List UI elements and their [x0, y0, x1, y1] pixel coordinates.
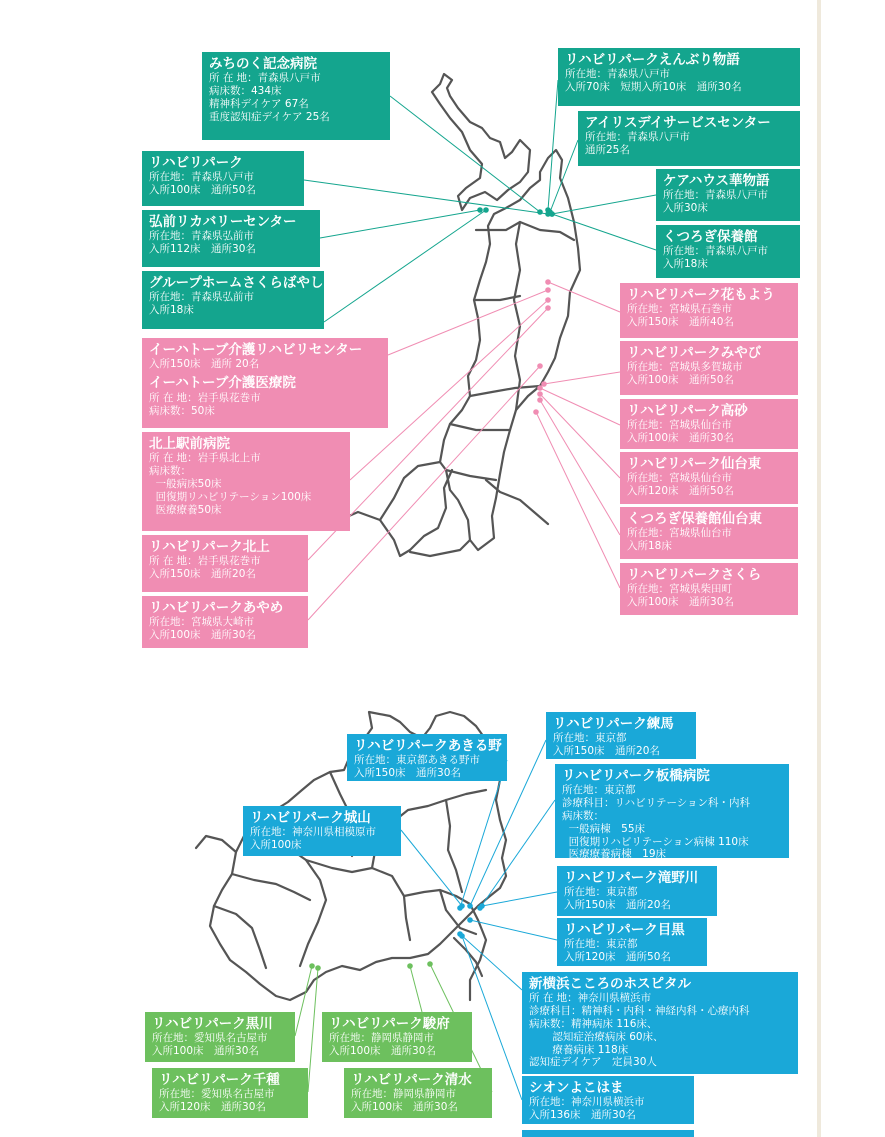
facility-details: 所在地：静岡県静岡市 入所100床 通所30名 [329, 1032, 436, 1058]
facility-card-carehouse[interactable] [656, 169, 800, 221]
location-dot-takasago [537, 385, 543, 391]
facility-details: 所在地：宮城県仙台市 入所18床 [627, 527, 732, 553]
location-dot-ayame [537, 363, 543, 369]
facility-name: リハビリパーク北上 [149, 539, 270, 555]
location-dot-ihatov [545, 287, 551, 293]
facility-name: 北上駅前病院 [149, 436, 230, 452]
location-dot-meguro [467, 917, 473, 923]
facility-card-rehapark[interactable] [142, 151, 304, 206]
facility-details: 所在地：青森県弘前市 入所18床 [149, 291, 254, 317]
facility-name: リハビリパーク目黒 [564, 922, 685, 938]
facility-name: リハビリパーク [149, 155, 243, 171]
facility-card-hanamoyou[interactable] [620, 283, 798, 338]
facility-name: アイリスデイサービスセンター [585, 115, 771, 131]
facility-details: 所在地：神奈川県相模原市 入所100床 [250, 826, 376, 852]
location-dot-chikusa [315, 965, 321, 971]
facility-name: リハビリパーク花もよう [627, 287, 775, 303]
facility-details: 所在地：青森県八戸市 入所18床 [663, 245, 768, 271]
prefecture-border-25 [454, 938, 482, 976]
facility-details: 所 在 地：神奈川県横浜市 診療科目：精神科・内科・神経内科・心療内科 病床数：精神病床 116床、 認知症治療病床 60床、 療養病床 118床 認知症デイケア 定員30人 [529, 992, 750, 1069]
connector-enburi [548, 80, 558, 210]
facility-details: 所在地：宮城県大崎市 入所100床 通所30名 [149, 616, 256, 642]
facility-card-shimizu[interactable] [344, 1068, 492, 1118]
location-dot-kitakami [545, 305, 551, 311]
facility-card-ayame[interactable] [142, 596, 308, 648]
location-dot-kurokawa [309, 963, 315, 969]
prefecture-border-17 [404, 890, 470, 904]
facility-card-sendai-higashi[interactable] [620, 452, 798, 504]
facility-card-kitakami[interactable] [142, 535, 308, 592]
facility-details: 所在地：青森県八戸市 入所100床 通所50名 [149, 171, 256, 197]
facility-details: 所在地：青森県弘前市 入所112床 通所30名 [149, 230, 256, 256]
facility-card-enburi[interactable] [558, 48, 800, 106]
connector-sunpu [410, 966, 422, 1012]
facility-name: リハビリパーク黒川 [152, 1016, 273, 1032]
facility-name: グループホームさくらばやし [149, 275, 324, 291]
facility-details: 所 在 地：青森県八戸市 病床数：434床 精神科デイケア 67名 重度認知症デイケア 25名 [209, 72, 330, 123]
prefecture-border-20 [196, 836, 236, 852]
facility-name: 弘前リカバリーセンター [149, 214, 297, 230]
facility-details: 所在地：青森県八戸市 入所70床 短期入所10床 通所30名 [565, 68, 742, 94]
facility-card-akiruno[interactable] [347, 734, 507, 781]
facility-card-sakurabayashi[interactable] [142, 271, 324, 329]
facility-details: 入所150床 通所 20名 [149, 358, 260, 371]
connector-rehapark [304, 180, 548, 214]
location-dot-hanamoyou [545, 279, 551, 285]
facility-details: 所在地：東京都あきる野市 入所150床 通所30名 [354, 754, 480, 780]
location-dot-michinoku [537, 209, 543, 215]
location-dot-kutsurogi [549, 211, 555, 217]
location-dot-miyabi [541, 381, 547, 387]
facility-name: リハビリパークさくら [627, 567, 762, 583]
prefecture-border-8 [410, 470, 452, 550]
connector-michinoku [390, 96, 540, 212]
facility-details: 所在地：宮城県仙台市 入所120床 通所50名 [627, 472, 734, 498]
facility-name: みちのく記念病院 [209, 56, 317, 72]
connector-kutsurogi_sendai [540, 400, 620, 535]
facility-details: 所在地：静岡県静岡市 入所100床 通所30名 [351, 1088, 458, 1114]
facility-details: 所在地：愛知県名古屋市 入所120床 通所30名 [159, 1088, 275, 1114]
facility-card-kutsurogi[interactable] [656, 225, 800, 278]
facility-card-sakura[interactable] [620, 563, 798, 615]
facility-card-meguro[interactable] [557, 918, 707, 966]
facility-name: リハビリパーク清水 [351, 1072, 472, 1088]
facility-card-michinoku[interactable] [202, 52, 390, 140]
facility-name: くつろぎ保養館 [663, 229, 758, 245]
facility-name: リハビリパーク滝野川 [564, 870, 699, 886]
prefecture-border-9 [380, 462, 440, 520]
prefecture-border-19 [232, 874, 310, 900]
connector-sakura [536, 412, 620, 588]
prefecture-border-3 [514, 222, 520, 410]
facility-name: 新横浜こころのホスピタル [529, 976, 691, 992]
connector-itabashi [480, 800, 555, 908]
facility-card-shion-yokohama[interactable] [522, 1076, 694, 1124]
facility-card-shiroyama[interactable] [243, 806, 401, 856]
location-dot-shimizu [427, 961, 433, 967]
facility-name: リハビリパークみやび [627, 345, 762, 361]
location-dot-sendai_higashi [537, 391, 543, 397]
facility-details: 所在地：東京都 入所150床 通所20名 [564, 886, 671, 912]
facility-card-chikusa[interactable] [152, 1068, 308, 1118]
facility-card-takinogawa[interactable] [557, 866, 717, 916]
connector-hanamoyou [548, 282, 620, 312]
facility-details: 所在地：宮城県仙台市 入所100床 通所30名 [627, 419, 734, 445]
facility-name: リハビリパーク駿府 [329, 1016, 450, 1032]
facility-name: リハビリパークあきる野 [354, 738, 502, 754]
facility-card-nerima[interactable] [546, 712, 696, 759]
facility-name: リハビリパーク仙台東 [627, 456, 762, 472]
facility-card-sunpu[interactable] [322, 1012, 472, 1062]
facility-card-takasago[interactable] [620, 399, 798, 449]
facility-details: 所在地：青森県八戸市 入所30床 [663, 189, 768, 215]
facility-card-cutoff [522, 1130, 694, 1137]
prefecture-border-18 [446, 800, 462, 892]
facility-card-ihatov[interactable] [142, 338, 388, 428]
connector-miyabi [544, 372, 620, 384]
facility-name: リハビリパークえんぶり物語 [565, 52, 740, 68]
facility-name: リハビリパーク練馬 [553, 716, 674, 732]
location-dot-kitakami_byoin [545, 297, 551, 303]
facility-name: シオンよこはま [529, 1080, 624, 1096]
location-dot-nerima [467, 903, 473, 909]
prefecture-border-0 [432, 74, 530, 210]
prefecture-border-7 [446, 470, 496, 480]
location-dot-shiroyama [459, 903, 465, 909]
facility-name: リハビリパーク城山 [250, 810, 371, 826]
facility-card-kutsurogi-sendai[interactable] [620, 507, 798, 559]
prefecture-border-2 [476, 222, 574, 240]
facility-details: 所在地：神奈川県横浜市 入所136床 通所30名 [529, 1096, 645, 1122]
facility-name: リハビリパーク高砂 [627, 403, 748, 419]
facility-details: 所在地：東京都 入所150床 通所20名 [553, 732, 660, 758]
facility-name: くつろぎ保養館仙台東 [627, 511, 762, 527]
location-dot-takinogawa [479, 903, 485, 909]
facility-details: 所 在 地：岩手県花巻市 入所150床 通所20名 [149, 555, 261, 581]
location-dot-kutsurogi_sendai [537, 397, 543, 403]
prefecture-border-24 [470, 904, 486, 1000]
facility-name: リハビリパークあやめ [149, 600, 284, 616]
facility-card-hirosaki[interactable] [142, 210, 320, 267]
facility-card-shinyokohama[interactable] [522, 972, 798, 1074]
facility-card-kurokawa[interactable] [145, 1012, 295, 1062]
facility-details: 所在地：宮城県石巻市 入所150床 通所40名 [627, 303, 734, 329]
facility-name: リハビリパーク千種 [159, 1072, 280, 1088]
facility-name-2: イーハトーブ介護医療院 [149, 375, 296, 392]
facility-card-miyabi[interactable] [620, 341, 798, 395]
facility-details: 所在地：東京都 入所120床 通所50名 [564, 938, 671, 964]
prefecture-border-10 [340, 512, 410, 556]
facility-name: リハビリパーク板橋病院 [562, 768, 710, 784]
facility-name: ケアハウス華物語 [663, 173, 770, 189]
facility-details: 所在地：宮城県多賀城市 入所100床 通所50名 [627, 361, 743, 387]
connector-sakurabayashi [324, 210, 486, 322]
facility-details: 所在地：東京都 診療科目：リハビリテーション科・内科 病床数： 一般病棟 55床 回復期リハビリテーション病棟 110床 医療療養病棟 19床 [562, 784, 751, 861]
facility-card-kitakami-ekimae[interactable] [142, 432, 350, 531]
facility-card-itabashi[interactable] [555, 764, 789, 861]
prefecture-border-15 [306, 860, 410, 940]
location-dot-sakura [533, 409, 539, 415]
facility-details: 所在地：宮城県柴田町 入所100床 通所30名 [627, 583, 734, 609]
location-dot-hirosaki [477, 207, 483, 213]
facility-details-2: 所 在 地：岩手県花巻市 病床数：50床 [149, 391, 261, 417]
connector-kurokawa [295, 966, 312, 1036]
facility-card-iris[interactable] [578, 111, 800, 166]
facility-details: 所 在 地：岩手県北上市 病床数： 一般病床50床 回復期リハビリテーション100床 医療療養50床 [149, 452, 312, 516]
connector-ihatov [388, 290, 548, 355]
prefecture-border-6 [450, 424, 510, 430]
prefecture-border-21 [214, 906, 266, 968]
connector-hirosaki [320, 210, 480, 238]
location-dot-sakurabayashi [483, 207, 489, 213]
facility-details: 所在地：愛知県名古屋市 入所100床 通所30名 [152, 1032, 268, 1058]
facility-name: イーハトーブ介護リハビリセンター [149, 342, 363, 358]
connector-kutsurogi [552, 214, 656, 250]
location-dot-sunpu [407, 963, 413, 969]
location-dot-shionyokohama [459, 933, 465, 939]
facility-details: 所在地：青森県八戸市 通所25名 [585, 131, 690, 157]
